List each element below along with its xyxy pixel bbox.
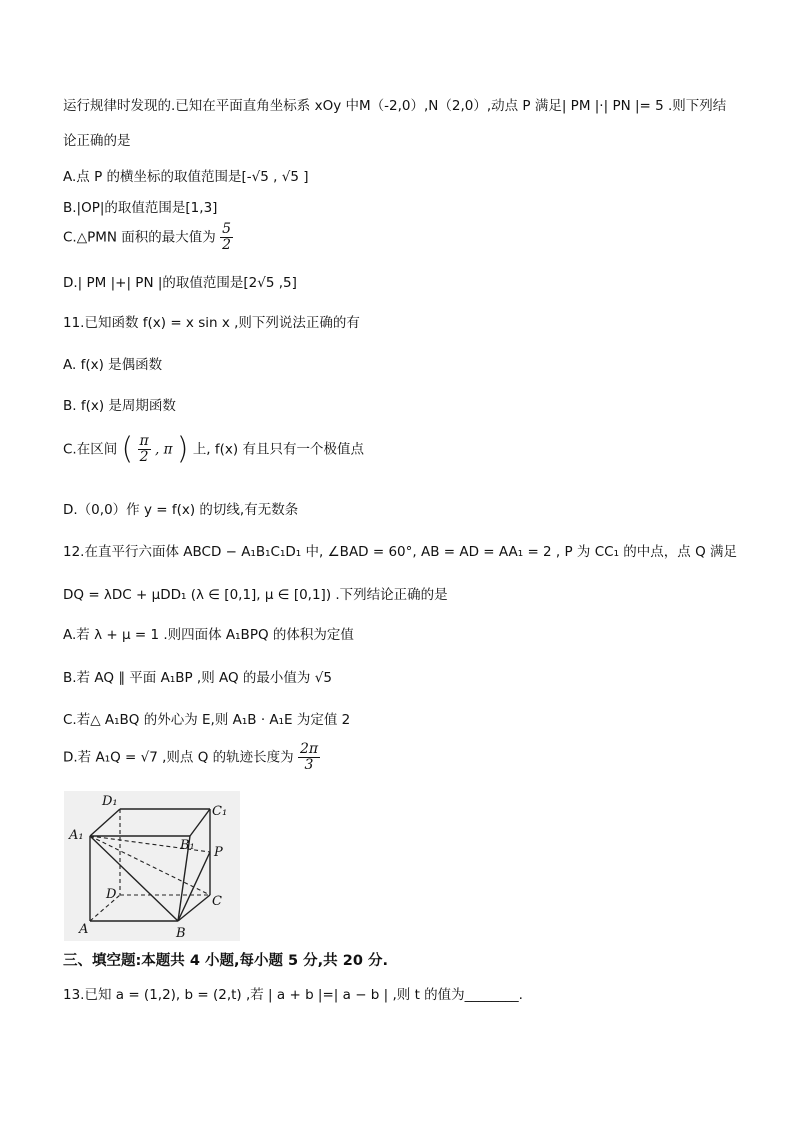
label-c1: C₁ (212, 804, 228, 819)
q11-option-c-interval-end: , π (155, 441, 173, 458)
q11-option-d: D.（0,0）作 y = f(x) 的切线,有无数条 (63, 502, 299, 518)
q11-option-c-fraction (138, 434, 151, 465)
label-d1: D₁ (102, 794, 118, 809)
fraction-numerator: π (139, 433, 149, 449)
parallelepiped-diagram (64, 791, 240, 941)
fraction-denominator: 3 (304, 757, 314, 773)
label-b: B (176, 926, 186, 941)
q13-stem: 13.已知 a = (1,2), b = (2,t) ,若 | a + b |=| a − b | ,则 t 的值为________. (63, 987, 523, 1003)
edge-a1-d1 (90, 809, 120, 836)
q10-intro-line2: 论正确的是 (63, 133, 131, 149)
label-d: D (106, 887, 117, 902)
label-p: P (214, 845, 223, 860)
fraction-denominator: 2 (222, 237, 231, 253)
q12-option-d-fraction (298, 742, 320, 773)
edge-b-c (178, 895, 210, 921)
q12-option-d (63, 742, 320, 773)
q10-option-d: D.| PM |+| PN |的取值范围是[2√5 ,5] (63, 275, 297, 291)
diagonal-a1-b (90, 836, 178, 921)
fraction-numerator: 5 (222, 221, 231, 237)
q10-option-c (63, 222, 233, 253)
q10-option-c-fraction (220, 222, 233, 253)
fraction-denominator: 2 (139, 449, 149, 465)
q10-intro-line1: 运行规律时发现的.已知在平面直角坐标系 xOy 中M（-2,0）,N（2,0）,动点 P 满足| PM |·| PN |= 5 .则下列结 (63, 98, 727, 114)
section-3-heading: 三、填空题:本题共 4 小题,每小题 5 分,共 20 分. (63, 953, 388, 969)
label-a1: A₁ (69, 828, 84, 843)
q10-option-b: B.|OP|的取值范围是[1,3] (63, 200, 218, 216)
q12-option-d-text: D.若 A₁Q = √7 ,则点 Q 的轨迹长度为 (63, 749, 294, 766)
right-paren: ) (176, 431, 189, 467)
q11-stem: 11.已知函数 f(x) = x sin x ,则下列说法正确的有 (63, 315, 360, 331)
parallelepiped-figure (64, 791, 240, 941)
label-c: C (212, 894, 222, 909)
left-paren: ( (121, 431, 134, 467)
q10-option-a: A.点 P 的横坐标的取值范围是[-√5 , √5 ] (63, 169, 309, 185)
q12-stem-line1: 12.在直平行六面体 ABCD − A₁B₁C₁D₁ 中, ∠BAD = 60°, AB = AD = AA₁ = 2 , P 为 CC₁ 的中点，点 Q 满足 (63, 544, 737, 560)
edge-b1-c1 (190, 809, 210, 836)
fraction-numerator: 2π (299, 741, 319, 757)
q11-option-c (63, 431, 364, 467)
q12-option-a: A.若 λ + μ = 1 .则四面体 A₁BPQ 的体积为定值 (63, 627, 354, 643)
q12-stem-line2: DQ = λDC + μDD₁ (λ ∈ [0,1], μ ∈ [0,1]) .下列结论正确的是 (63, 587, 448, 603)
q11-option-b: B. f(x) 是周期函数 (63, 398, 176, 414)
q12-option-c: C.若△ A₁BQ 的外心为 E,则 A₁B · A₁E 为定值 2 (63, 712, 351, 728)
q12-option-b: B.若 AQ ∥ 平面 A₁BP ,则 AQ 的最小值为 √5 (63, 670, 332, 686)
label-a: A (79, 922, 89, 937)
q11-option-c-tail: 上, f(x) 有且只有一个极值点 (192, 441, 364, 458)
q11-option-c-text: C.在区间 (63, 441, 118, 458)
label-b1: B₁ (180, 838, 195, 853)
q11-option-a: A. f(x) 是偶函数 (63, 357, 163, 373)
q10-option-c-text: C.△PMN 面积的最大值为 (63, 229, 216, 246)
